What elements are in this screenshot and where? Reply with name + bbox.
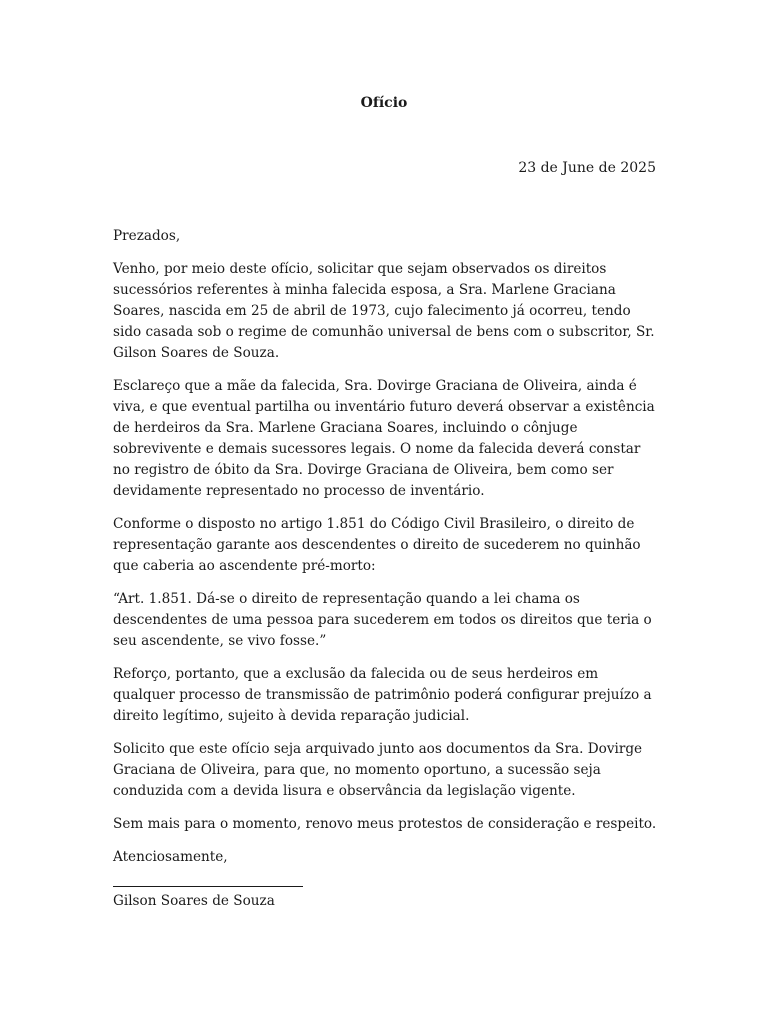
closing: Atenciosamente, xyxy=(113,849,228,865)
paragraph-1: Venho, por meio deste ofício, solicitar que sejam observados os direitos sucessórios referentes à minha falecida esposa, a Sra. Marlene Graciana Soares, nascida em 25 de abril de 1973, cujo falecimento já ocorreu, tendo sido casada sob o regime de comunhão universal de bens com o subscritor, Sr. Gilson Soares de Souza. xyxy=(113,261,655,361)
signer-name: Gilson Soares de Souza xyxy=(113,893,275,909)
signature-line xyxy=(113,886,303,887)
document-title: Ofício xyxy=(360,95,408,111)
quote-paragraph: “Art. 1.851. Dá-se o direito de representação quando a lei chama os descendentes de uma pessoa para sucederem em todos os direitos que teria o seu ascendente, se vivo fosse.” xyxy=(113,591,652,649)
paragraph-7: Sem mais para o momento, renovo meus protestos de consideração e respeito. xyxy=(113,816,657,832)
paragraph-3: Conforme o disposto no artigo 1.851 do Código Civil Brasileiro, o direito de representação garante aos descendentes o direito de sucederem no quinhão que caberia ao ascendente pré-morto: xyxy=(113,516,641,574)
paragraph-5: Reforço, portanto, que a exclusão da falecida ou de seus herdeiros em qualquer processo de transmissão de patrimônio poderá configurar prejuízo a direito legítimo, sujeito à devida reparação judicial. xyxy=(113,666,652,724)
document-date: 23 de June de 2025 xyxy=(518,160,656,176)
document-body xyxy=(113,226,657,924)
paragraph-2: Esclareço que a mãe da falecida, Sra. Dovirge Graciana de Oliveira, ainda é viva, e que eventual partilha ou inventário futuro deverá observar a existência de herdeiros da Sra. Marlene Graciana Soares, incluindo o cônjuge sobrevivente e demais sucessores legais. O nome da falecida deverá constar no registro de óbito da Sra. Dovirge Graciana de Oliveira, bem como ser devidamente representado no processo de inventário. xyxy=(113,378,655,499)
paragraph-6: Solicito que este ofício seja arquivado junto aos documentos da Sra. Dovirge Graciana de Oliveira, para que, no momento oportuno, a sucessão seja conduzida com a devida lisura e observância da legislação vigente. xyxy=(113,741,643,799)
salutation: Prezados, xyxy=(113,228,181,244)
